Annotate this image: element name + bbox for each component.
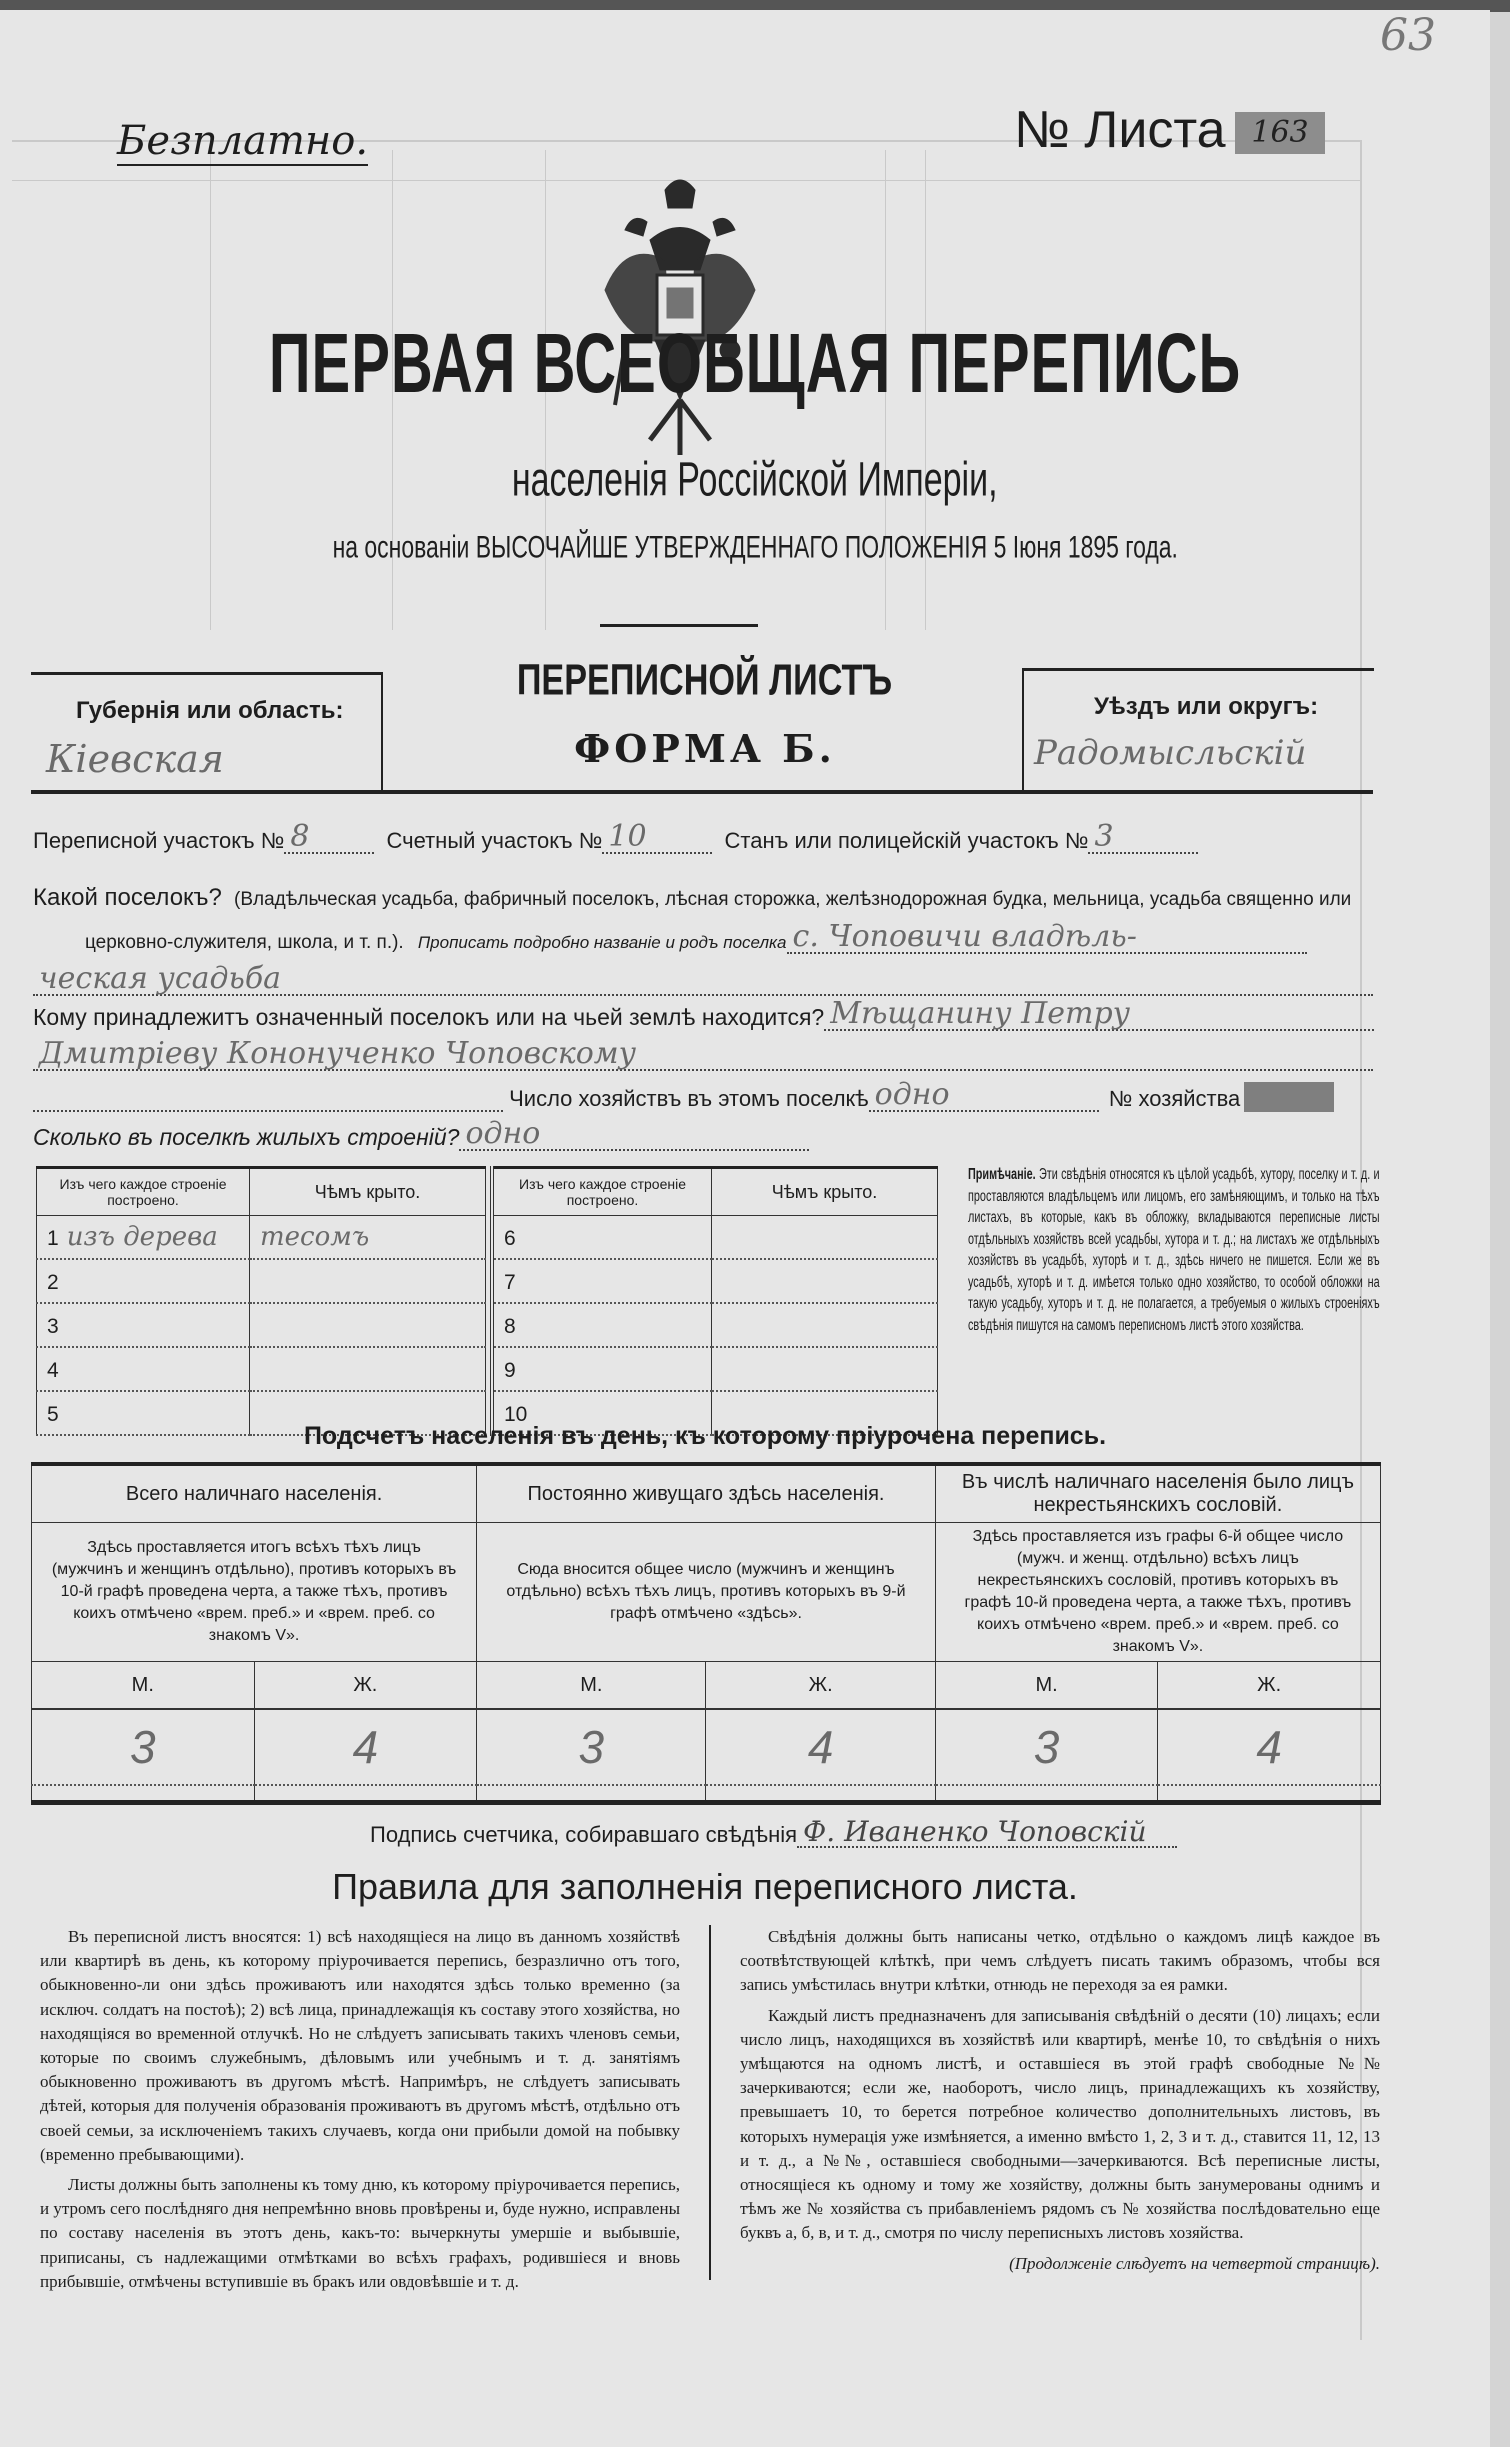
owner-value-1: Мѣщанину Петру [830,996,1131,1031]
permanent-male-value[interactable]: 3 [477,1709,706,1785]
row-number: 3 [47,1315,59,1338]
building-roof-cell[interactable] [250,1303,486,1347]
row-number: 6 [504,1227,516,1250]
section-divider [31,790,1373,794]
households-row [33,1077,1334,1112]
group-title: Въ числѣ наличнаго населенія было лицъ некрестьянскихъ сословій. [935,1464,1380,1523]
police-section-value: 3 [1094,819,1114,854]
rules-paragraph: Листы должны быть заполнены къ тому дню, къ которому пріурочивается перепись, и утромъ сего послѣдняго дня непремѣнно вновь провѣрены и, буде нужно, исправлены по составу населенія въ этотъ день, какъ-то: вычеркнуты умершіе и выбывшіе, приписаны, съ надлежащими отмѣтками во всѣхъ графахъ, родившіеся и вновь прибывшіе, отмѣчены вступившіе въ бракъ или овдовѣвшіе и т. д. [40,2175,680,2291]
building-row [492,1303,938,1347]
households-value: одно [874,1077,950,1112]
census-section-field[interactable] [284,819,374,854]
row-number: 10 [504,1403,528,1426]
sheet-title [395,656,1015,706]
building-row [492,1347,938,1391]
buildings-table-right [490,1166,938,1436]
settlement-field[interactable] [787,919,1307,954]
note-body [968,1164,1380,1336]
note-block [968,1164,1380,1400]
non-peasant-female-value[interactable]: 4 [1158,1709,1381,1785]
continued-note: (Продолженіе слѣдуетъ на четвертой страницѣ). [1009,2253,1380,2273]
col-roof-header: Чѣмъ крыто. [250,1168,486,1216]
settlement-row-2 [85,919,1307,954]
note-text: Эти свѣдѣнія относятся къ цѣлой усадьбѣ, хутору, поселку и т. д. и проставляются владѣльцемъ или лицомъ, его замѣняющимъ, и только на тѣхъ листахъ, въ которые, какъ въ обложку, вкладываются переписные листы отдѣльныхъ хозяйствъ всей усадьбы, хутора и т. д.; на листахъ же отдѣльныхъ хозяйствъ въ усадьбѣ, хуторѣ и т. д., здѣсь ничего не пишется. Если же въ усадьбѣ, хуторѣ и т. д. имѣется только одно хозяйство, то особой обложки на такую усадьбу, хуторъ и т. д. не полагается, а требуемыя о жилыхъ строеніяхъ свѣдѣнія пишутся на самомъ переписномъ листѣ этого хозяйства. [968,1166,1380,1334]
count-section-value: 10 [608,819,647,854]
building-material-cell[interactable] [37,1259,250,1303]
rules-left-column [40,1925,680,2300]
male-header: М. [935,1662,1158,1710]
settlement-field-2[interactable] [33,961,1373,996]
col-roof-header: Чѣмъ крыто. [712,1168,938,1216]
building-material-cell[interactable] [492,1216,712,1260]
census-subtitle [0,453,1510,507]
divider [600,624,758,627]
province-label: Губернія или область: [76,697,344,724]
settlement-hint: (Владѣльческая усадьба, фабричный поселокъ, лѣсная сторожка, желѣзнодорожная будка, мельница, усадьба священно или [234,889,1352,910]
building-roof-cell[interactable] [712,1259,938,1303]
rules-paragraph: Въ переписной листъ вносятся: 1) всѣ находящіеся на лицо въ данномъ хозяйствѣ или квартирѣ въ день, къ которому пріурочивается перепись, безразлично отъ того, обыкновенно-ли они здѣсь проживаютъ или находятся здѣсь только временно (за исключ. солдатъ на постоѣ); 2) всѣ лица, принадлежащія къ составу этого хозяйства, но находящіяся во временной отлучкѣ. Но не слѣдуетъ записывать такихъ членовъ семьи, которые по своимъ служебнымъ, дѣловымъ или учебнымъ и т. д. занятіямъ обыкновенно проживаютъ въ другомъ мѣстѣ. Напримѣръ, не слѣдуетъ записывать дѣтей, которыя для полученія образованія проживаютъ въ другомъ мѣстѣ, отдѣльно отъ своей семьи, за исключеніемъ такихъ случаевъ, когда они прибыли домой на побывку (временно пребывающими). [40,1927,680,2164]
households-field[interactable] [869,1077,1099,1112]
row-number: 5 [47,1403,59,1426]
row-number: 9 [504,1359,516,1382]
sheet-number-label: № Листа [1014,101,1226,159]
owner-row [33,996,1374,1031]
settlement-row-3 [33,961,1373,996]
rules-paragraph: Каждый листъ предназначенъ для записыванія свѣдѣній о десяти (10) лицахъ; если число лицъ, находящихся въ хозяйствѣ или квартирѣ, менѣе 10, то свѣдѣнія о нихъ умѣщаются на одномъ листѣ, и оставшіеся въ этой графѣ свободные №№ зачеркиваются; если же, наоборотъ, число лицъ, принадлежащихъ къ хозяйству, превышаетъ 10, то берется потребное количество дополнительныхъ листовъ, въ которыхъ нумерація уже измѣняется, а именно вмѣсто 1, 2, 3 и т. д., ставится 11, 12, 13 и т. д., а №№, оставшіеся свободными—зачеркиваются. Всѣ переписные листы, относящіеся къ одному и тому же хозяйству, должны быть занумерованы однимъ и тѣмъ же № хозяйства съ прибавленіемъ рядомъ съ № хозяйства послѣдовательно еще буквъ а, б, в, и т. д., смотря по числу переписныхъ листовъ хозяйства. [740,2005,1380,2243]
settlement-label: Какой поселокъ? [33,884,222,911]
total-male-value[interactable]: 3 [32,1709,255,1785]
male-header: М. [32,1662,255,1710]
owner-label: Кому принадлежитъ означенный поселокъ или на чьей землѣ находится? [33,1004,825,1030]
male-header: М. [477,1662,706,1710]
census-title-text: ПЕРВАЯ ВСЕОБЩАЯ ПЕРЕПИСЬ [268,316,1242,411]
building-row [492,1259,938,1303]
female-header: Ж. [1158,1662,1381,1710]
row-number: 1 [47,1227,59,1250]
settlement-hint-2: церковно-служителя, школа, и т. п.). [85,932,404,953]
group-title: Всего наличнаго населенія. [32,1464,477,1523]
section-numbers-row [33,819,1198,854]
census-subtitle-text: населенія Россійской Имперіи, [512,453,998,507]
form-name: ФОРМА Б. [574,726,836,771]
household-number-label: № хозяйства [1108,1086,1241,1111]
count-section-label: Счетный участокъ № [386,828,603,853]
building-roof-value: тесомъ [260,1222,370,1252]
group-description: Здѣсь проставляется изъ графы 6-й общее число (мужч. и женщ. отдѣльно) всѣхъ лицъ некрестьянскихъ сословій, противъ которыхъ въ графѣ 10-й проведена черта, а также тѣхъ, противъ коихъ отмѣчено «врем. преб.» и «врем. преб. со знакомъ V». [935,1523,1380,1662]
province-box [31,672,383,793]
building-material-cell[interactable] [492,1347,712,1391]
census-section-label: Переписной участокъ № [33,828,285,853]
row-number: 7 [504,1271,516,1294]
building-roof-cell[interactable] [250,1259,486,1303]
col-material-header: Изъ чего каждое строеніе построено. [37,1168,250,1216]
building-material-cell[interactable] [37,1303,250,1347]
building-material-cell[interactable] [37,1347,250,1391]
census-section-value: 8 [290,819,310,854]
province-value: Кіевская [46,737,224,781]
col-material-header: Изъ чего каждое строеніе построено. [492,1168,712,1216]
building-roof-cell[interactable] [712,1216,938,1260]
district-value: Радомысльскій [1034,733,1307,773]
building-roof-cell[interactable] [250,1347,486,1391]
buildings-count-field[interactable] [459,1116,809,1151]
signature-field[interactable] [797,1815,1177,1848]
female-header: Ж. [254,1662,477,1710]
rules-right-column [740,1925,1380,2282]
signature-label: Подпись счетчика, собиравшаго свѣдѣнія [370,1822,798,1847]
group-description: Сюда вносится общее число (мужчинъ и женщинъ отдѣльно) всѣхъ тѣхъ лицъ, противъ которыхъ въ 9-й графѣ отмѣчено «здѣсь». [477,1523,936,1662]
signature-row [370,1815,1177,1848]
decree-text: на основаніи ВЫСОЧАЙШЕ УТВЕРЖДЕННАГО ПОЛОЖЕНІЯ 5 Іюня 1895 года. [332,529,1178,565]
owner-value-2: Дмитріеву Кононученко Чоповскому [39,1036,637,1071]
building-material-cell[interactable] [492,1303,712,1347]
police-section-field[interactable] [1088,819,1198,854]
decree-line [0,529,1510,565]
building-row [37,1347,486,1391]
row-number: 4 [47,1359,59,1382]
count-section-field[interactable] [602,819,712,854]
column-divider [709,1925,711,2280]
settlement-instruction: Прописать подробно названіе и родъ поселка [417,933,787,952]
households-label: Число хозяйствъ въ этомъ поселкѣ [509,1086,869,1111]
building-material-cell[interactable] [492,1259,712,1303]
district-box [1022,668,1374,793]
building-roof-cell[interactable] [250,1216,486,1260]
settlement-value-1: с. Чоповичи владѣль- [792,919,1137,954]
sheet-title-text: ПЕРЕПИСНОЙ ЛИСТЪ [517,656,893,706]
group-title: Постоянно живущаго здѣсь населенія. [477,1464,936,1523]
household-number-field[interactable] [1244,1082,1334,1112]
building-material-cell[interactable] [37,1216,250,1260]
census-title [0,316,1510,411]
row-number: 8 [504,1315,516,1338]
group-description: Здѣсь проставляется итогъ всѣхъ тѣхъ лицъ (мужчинъ и женщинъ отдѣльно), противъ которыхъ въ 10-й графѣ проведена черта, а также тѣхъ, противъ коихъ отмѣчено «врем. преб.» и «врем. преб. со знакомъ V». [32,1523,477,1662]
building-roof-cell[interactable] [712,1303,938,1347]
total-female-value[interactable]: 4 [254,1709,477,1785]
building-material-value: изъ дерева [66,1222,218,1252]
district-label: Уѣздъ или округъ: [1094,693,1319,720]
rules-paragraph: Свѣдѣнія должны быть написаны четко, отдѣльно о каждомъ лицѣ каждое въ соотвѣтствующей клѣткѣ, при чемъ слѣдуетъ писать такимъ образомъ, чтобы вся запись умѣстилась внутри клѣтки, отнюдь не переходя за ея рамки. [740,1927,1380,1995]
archive-page-mark: 63 [1380,10,1436,61]
population-heading: Подсчетъ населенія въ день, къ которому пріурочена перепись. [303,1422,1107,1450]
building-row [37,1216,486,1260]
buildings-table-left [36,1166,486,1436]
buildings-count-value: одно [465,1116,541,1151]
free-label: Безплатно. [117,118,369,164]
buildings-count-label: Сколько въ поселкѣ жилыхъ строеній? [33,1124,460,1150]
settlement-row [33,884,1351,912]
population-table [31,1462,1381,1805]
permanent-female-value[interactable]: 4 [706,1709,935,1785]
owner-field-2[interactable] [33,1036,1373,1071]
owner-row-2 [33,1036,1373,1071]
police-section-label: Станъ или полицейскій участокъ № [724,828,1089,853]
row-number: 2 [47,1271,59,1294]
settlement-value-2: ческая усадьба [39,961,282,996]
sheet-number-value: 163 [1235,112,1325,154]
building-row [492,1216,938,1260]
signature-value: Ф. Иваненко Чоповскій [803,1815,1147,1848]
building-row [37,1303,486,1347]
buildings-count-row [33,1116,809,1151]
building-roof-cell[interactable] [712,1347,938,1391]
note-label: Примѣчаніе. [968,1166,1036,1183]
households-leader [33,1088,503,1112]
female-header: Ж. [706,1662,935,1710]
owner-field[interactable] [824,996,1374,1031]
rules-heading: Правила для заполненія переписного листа. [332,1866,1078,1907]
building-row [37,1259,486,1303]
non-peasant-male-value[interactable]: 3 [935,1709,1158,1785]
